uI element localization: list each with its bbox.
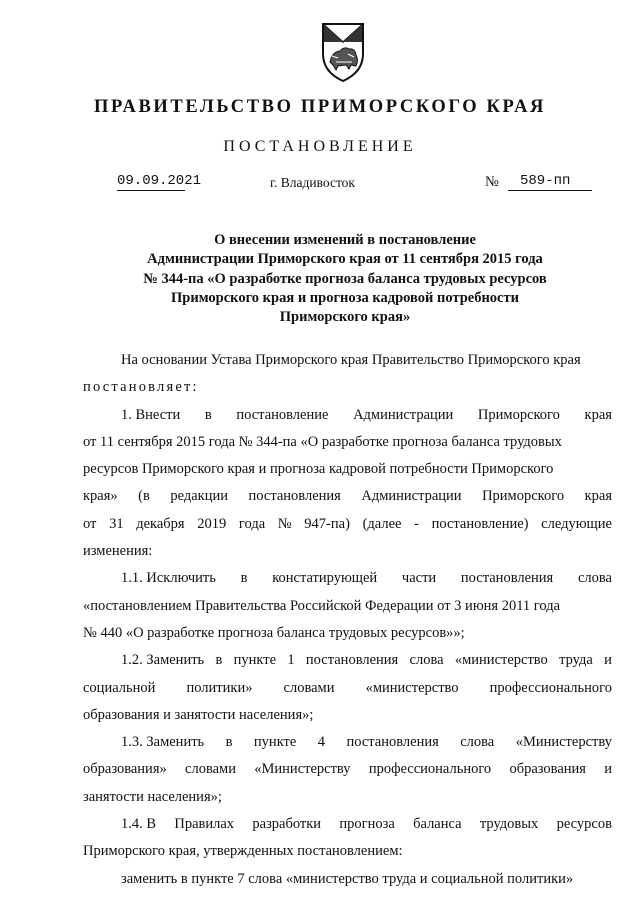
body-word: трудовых [479,816,539,833]
body-word: постановление [236,406,329,423]
body-word: в [240,570,248,587]
body-word: № [277,515,292,532]
body-word: - [414,515,419,532]
body-word: слова [409,652,444,669]
body-word: края [584,406,612,423]
body-word: декабря [136,515,185,532]
body-word: Приморского [482,488,565,505]
body-line: ресурсов Приморского края и прогноза кадровой потребности Приморского [83,461,554,478]
body-word: 947-па) [304,515,350,532]
body-word: образования [509,761,586,778]
body-word: прогноза [339,816,395,833]
body-word: 1.2. Заменить [121,652,205,669]
body-word: 1.3. Заменить [121,734,205,751]
body-word: констатирующей [272,570,378,587]
body-word: части [401,570,437,587]
body-word: слова [577,570,612,587]
body-word: ресурсов [556,816,612,833]
body-word: от [83,515,97,532]
body-word: постановление) [431,515,529,532]
body-line [83,675,612,702]
heading-line: О внесении изменений в постановление [214,232,476,248]
body-word: 4 [317,734,326,751]
body-word: словами [283,679,335,696]
body-line: «постановлением Правительства Российской Федерации от 3 июня 2011 года [83,597,561,614]
document-heading [120,231,570,327]
body-line: изменения: [83,543,153,560]
document-body [83,347,612,893]
body-word: 1.1. Исключить [121,570,216,587]
body-word: постановления [346,734,439,751]
heading-line: Приморского края и прогноза кадровой потребности [171,289,519,306]
body-word: «министерство [365,679,459,696]
body-word: постановления [460,570,554,587]
body-line: постановляет: [83,379,199,396]
government-title: ПРАВИТЕЛЬСТВО ПРИМОРСКОГО КРАЯ [93,97,546,117]
document-type: ПОСТАНОВЛЕНИЕ [223,138,417,155]
body-word: редакции [170,488,229,505]
body-word: слова [460,734,495,751]
body-word: 1 [287,652,295,669]
body-line: занятости населения»; [83,788,222,805]
body-word: края [584,488,612,505]
body-line: заменить в пункте 7 слова «министерство труда и социальной политики» [121,870,574,887]
body-word: в [215,652,223,669]
heading-line: № 344-па «О разработке прогноза баланса трудовых ресурсов [143,270,547,287]
body-word: баланса [413,816,462,833]
body-word: и [604,761,612,778]
body-line [83,402,612,429]
body-word: постановления [305,652,399,669]
body-word: Администрации [361,488,462,505]
body-word: профессионального [368,761,492,778]
body-line [83,811,612,838]
body-line [83,511,612,538]
body-word: Администрации [353,406,454,423]
body-word: 1.4. В [121,816,157,833]
body-word: «Министерству [515,734,612,751]
body-word: постановления [248,488,341,505]
body-word: 1. Внести [121,406,181,423]
body-line: образования и занятости населения»; [83,706,314,723]
body-word: (в [138,488,150,505]
body-word: 31 [109,515,124,532]
body-word: «Министерству [254,761,351,778]
body-word: образования» [83,761,167,778]
document-number: 589-пп [508,173,592,191]
document-city: г. Владивосток [270,175,355,190]
body-word: (далее [362,515,402,532]
body-line [83,647,612,674]
body-word: политики» [186,679,253,696]
number-label: № [485,174,499,190]
coat-of-arms-emblem [318,20,368,84]
body-word: «министерство [454,652,548,669]
body-line: Приморского края, утвержденных постановлением: [83,843,403,860]
body-line [83,565,612,592]
body-word: в [225,734,233,751]
body-word: социальной [83,679,156,696]
body-word: года [238,515,266,532]
body-word: Приморского [477,406,560,423]
body-word: труда [559,652,593,669]
body-word: разработки [252,816,322,833]
body-line [83,756,612,783]
body-word: пункте [253,734,297,751]
body-line: № 440 «О разработке прогноза баланса трудовых ресурсов»»; [83,624,465,641]
body-line: от 11 сентября 2015 года № 344-па «О разработке прогноза баланса трудовых [83,433,562,450]
body-word: пункте [233,652,277,669]
body-word: профессионального [489,679,612,696]
body-word: словами [185,761,236,778]
body-word: Правилах [174,816,235,833]
body-line: На основании Устава Приморского края Правительство Приморского края [121,352,581,368]
heading-line: Приморского края» [279,309,411,326]
body-word: и [604,652,612,669]
body-line [83,729,612,756]
body-word: края» [83,488,118,505]
body-word: следующие [541,515,612,532]
document-date: 09.09.2021 [117,173,202,189]
body-word: 2019 [197,515,227,532]
body-word: в [204,406,212,423]
body-line [83,483,612,510]
heading-line: Администрации Приморского края от 11 сентября 2015 года [147,251,543,268]
